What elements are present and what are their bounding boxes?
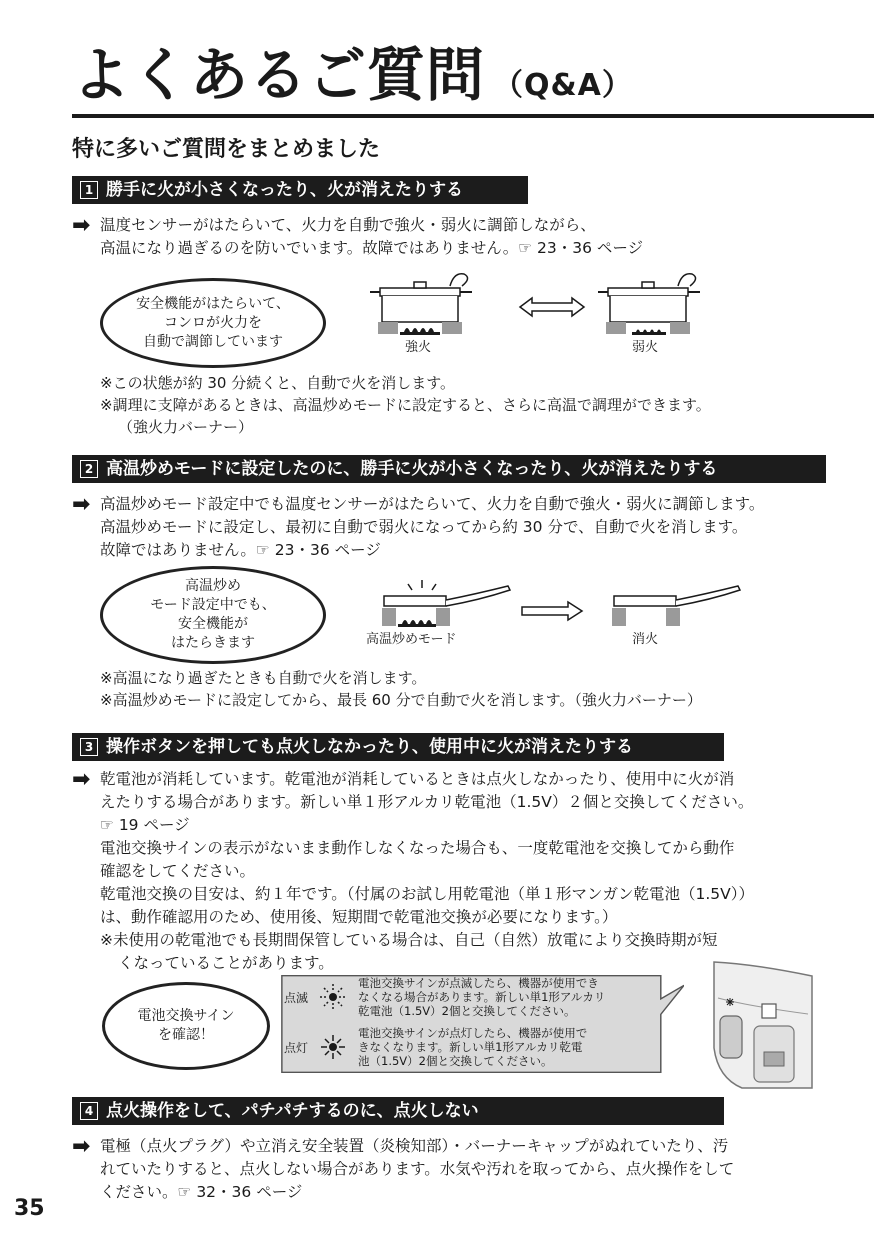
title-rule <box>72 114 874 118</box>
lit-text-2: きなくなります。新しい単1形アルカリ乾電 <box>358 1040 583 1054</box>
lit-label: 点灯 <box>284 1041 309 1055</box>
page-title-sub: （Q&A） <box>493 68 633 103</box>
section-1-title: 勝手に火が小さくなったり、火が消えたりする <box>106 180 463 200</box>
section-2-line-1: 高温炒めモード設定中でも温度センサーがはたらいて、火力を自動で強火・弱火に調節します。 <box>100 495 765 513</box>
section-3-line-6: 乾電池交換の目安は、約１年です。（付属のお試し用乾電池（単１形マンガン乾電池（1.5V）） <box>100 885 755 903</box>
section-2-bubble-text: 高温炒め モード設定中でも、 安全機能が はたらきます <box>150 578 276 651</box>
pot-weak-flame-illustration <box>596 268 706 340</box>
section-3-line-7: は、動作確認用のため、使用後、短期間で乾電池交換が必要になります。） <box>100 908 618 926</box>
section-1-line-1: 温度センサーがはたらいて、火力を自動で強火・弱火に調節しながら、 <box>100 216 596 234</box>
section-3-bubble-text: 電池交換サイン を確認！ <box>137 1008 235 1043</box>
blink-text-1: 電池交換サインが点滅したら、機器が使用でき <box>358 976 599 990</box>
section-3-line-1: 乾電池が消耗しています。乾電池が消耗しているときは点火しなかったり、使用中に火が消 <box>100 770 735 788</box>
section-2-bubble <box>100 566 326 664</box>
page-number: 35 <box>14 1196 45 1221</box>
section-3-line-2: えたりする場合があります。新しい単１形アルカリ乾電池（1.5V）２個と交換してください。 <box>100 793 754 811</box>
section-3-line-9: くなっていることがあります。 <box>118 954 334 972</box>
blink-text-3: 乾電池（1.5V）2個と交換してください。 <box>358 1004 576 1018</box>
section-4-arrow-icon: ➡ <box>72 1134 91 1159</box>
section-1-header <box>72 176 528 204</box>
section-1-bubble-text: 安全機能がはたらいて、 コンロが火力を 自動で調節しています <box>136 295 290 350</box>
lit-text-1: 電池交換サインが点灯したら、機器が使用で <box>358 1026 588 1040</box>
section-2-note-1: ※高温になり過ぎたときも自動で火を消します。 <box>100 669 427 687</box>
section-3-line-4: 電池交換サインの表示がないまま動作しなくなった場合も、一度乾電池を交換してから動作 <box>100 839 735 857</box>
pot-strong-flame-illustration <box>368 268 478 340</box>
section-1-line-2: 高温になり過ぎるのを防いでいます。故障ではありません。☞ 23・36 ページ <box>100 239 644 257</box>
section-3-arrow-icon: ➡ <box>72 767 91 792</box>
section-1-number: 1 <box>80 181 98 199</box>
label-extinguished: 消火 <box>632 632 659 647</box>
section-2-header <box>72 455 826 483</box>
section-1-note-1: ※この状態が約 30 分続くと、自動で火を消します。 <box>100 374 455 392</box>
section-2-note-2: ※高温炒めモードに設定してから、最長 60 分で自動で火を消します。（強火力バーナー） <box>100 691 702 709</box>
section-3-number: 3 <box>80 738 98 756</box>
section-2-number: 2 <box>80 460 98 478</box>
section-1-note-2: ※調理に支障があるときは、高温炒めモードに設定すると、さらに高温で調理ができます。 <box>100 396 711 414</box>
section-3-line-5: 確認をしてください。 <box>100 862 256 880</box>
lit-text-3: 池（1.5V）2個と交換してください。 <box>358 1054 553 1068</box>
pan-off-illustration <box>608 578 748 636</box>
page-title-main: よくあるご質問 <box>72 41 486 109</box>
section-4-title: 点火操作をして、パチパチするのに、点火しない <box>106 1101 479 1121</box>
section-1-note-3: （強火力バーナー） <box>118 418 254 436</box>
section-3-line-3: ☞ 19 ページ <box>100 816 190 834</box>
section-1-bubble <box>100 278 326 368</box>
section-4-line-1: 電極（点火プラグ）や立消え安全装置（炎検知部）・バーナーキャップがぬれていたり、汚 <box>100 1137 729 1155</box>
page-title <box>72 40 633 121</box>
section-4-header <box>72 1097 724 1125</box>
section-4-line-3: ください。☞ 32・36 ページ <box>100 1183 303 1201</box>
lit-sign-icon <box>318 1032 348 1062</box>
section-4-number: 4 <box>80 1102 98 1120</box>
section-3-title: 操作ボタンを押しても点火しなかったり、使用中に火が消えたりする <box>106 737 633 757</box>
double-arrow-icon <box>518 296 586 318</box>
label-weak-flame: 弱火 <box>632 340 659 355</box>
blink-label: 点滅 <box>284 991 309 1005</box>
blink-text-2: なくなる場合があります。新しい単1形アルカリ <box>358 990 606 1004</box>
section-3-bubble <box>102 982 270 1070</box>
section-2-title: 高温炒めモードに設定したのに、勝手に火が小さくなったり、火が消えたりする <box>106 459 718 479</box>
section-2-line-2: 高温炒めモードに設定し、最初に自動で弱火になってから約 30 分で、自動で火を消します。 <box>100 518 748 536</box>
pan-high-heat-illustration <box>378 578 518 636</box>
section-1-arrow-icon: ➡ <box>72 213 91 238</box>
section-2-line-3: 故障ではありません。☞ 23・36 ページ <box>100 541 381 559</box>
label-strong-flame: 強火 <box>405 340 432 355</box>
section-2-arrow-icon: ➡ <box>72 492 91 517</box>
section-4-line-2: れていたりすると、点火しない場合があります。水気や汚れを取ってから、点火操作をして <box>100 1160 735 1178</box>
section-3-line-8: ※未使用の乾電池でも長期間保管している場合は、自己（自然）放電により交換時期が短 <box>100 931 718 949</box>
page-subtitle: 特に多いご質問をまとめました <box>72 137 381 162</box>
blink-sign-icon <box>318 982 348 1012</box>
section-3-header <box>72 733 724 761</box>
right-arrow-icon <box>520 600 584 622</box>
stove-panel-illustration <box>704 958 816 1090</box>
label-high-heat-mode: 高温炒めモード <box>366 632 457 647</box>
